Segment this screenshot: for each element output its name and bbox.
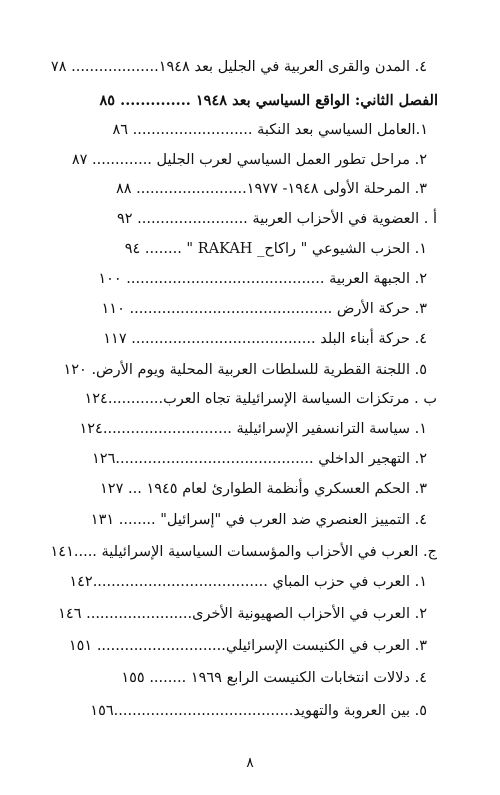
toc-entry	[34, 237, 427, 261]
toc-entry-text: ج. العرب في الأحزاب والمؤسسات السياسية الإسرائيلية .....١٤١	[50, 544, 437, 560]
toc-entry-text: ٢. العرب في الأحزاب الصهيونية الأخرى....................... ١٤٦	[58, 606, 427, 622]
toc-entry-text: ٣. الحكم العسكري وأنظمة الطوارئ لعام ١٩٤٥ ... ١٢٧	[100, 481, 427, 497]
toc-entry	[34, 327, 427, 351]
toc-entry-text: ٣. المرحلة الأولى ١٩٤٨- ١٩٧٧........................ ٨٨	[115, 181, 427, 197]
toc-entry-text: ٤. حركة أبناء البلد ........................................ ١١٧	[103, 331, 427, 347]
toc-entry	[34, 570, 427, 594]
toc-entry-text: ب . مرتكزات السياسة الإسرائيلية تجاه العرب............١٢٤	[84, 391, 437, 407]
toc-entry-text: أ . العضوية في الأحزاب العربية ........................ ٩٢	[116, 211, 437, 227]
toc-chapter-heading	[34, 89, 438, 113]
toc-entry-text: ٥. اللجنة القطرية للسلطات العربية المحلية ويوم الأرض. ١٢٠	[63, 362, 427, 378]
toc-entry	[34, 148, 427, 172]
toc-entry	[34, 540, 437, 564]
toc-entry-text: ٣. العرب في الكنيست الإسرائيلي............................ ١٥١	[68, 638, 427, 654]
toc-entry	[34, 118, 428, 142]
toc-entry-text: ٤. المدن والقرى العربية في الجليل بعد ١٩٤٨................... ٧٨	[50, 59, 427, 75]
toc-entry-text: ٣. حركة الأرض ............................................ ١١٠	[101, 301, 427, 317]
toc-entry	[34, 207, 437, 231]
toc-entry-text: ٤. التمييز العنصري ضد العرب في "إسرائيل" ........ ١٣١	[90, 512, 427, 528]
toc-entry	[34, 447, 427, 471]
toc-entry	[34, 666, 427, 690]
toc-entry-text: ٢. مراحل تطور العمل السياسي لعرب الجليل ............. ٨٧	[71, 152, 427, 168]
toc-entry-text: ١. الحزب الشيوعي " راكاح_ RAKAH " ........ ٩٤	[124, 241, 427, 257]
toc-entry-text: ١. العرب في حزب المباي ......................................١٤٢	[69, 574, 427, 590]
toc-entry-text: ١. سياسة الترانسفير الإسرائيلية ............................١٢٤	[79, 421, 427, 437]
toc-entry-text: ٢. الجبهة العربية ........................................... ١٠٠	[98, 271, 427, 287]
toc-entry-text: ١.العامل السياسي بعد النكبة .......................... ٨٦	[112, 122, 428, 138]
page-number: ٨	[246, 755, 254, 771]
toc-entry	[34, 297, 427, 321]
toc-entry	[34, 477, 427, 501]
toc-entry	[34, 267, 427, 291]
toc-entry	[34, 387, 437, 411]
toc-entry	[34, 358, 427, 382]
toc-entry	[34, 55, 427, 79]
toc-entry	[34, 177, 427, 201]
toc-entry	[34, 508, 427, 532]
toc-entry	[34, 634, 427, 658]
toc-entry	[34, 417, 427, 441]
toc-entry-text: الفصل الثاني: الواقع السياسي بعد ١٩٤٨ .............. ٨٥	[99, 92, 438, 109]
toc-entry	[34, 602, 427, 626]
toc-entry-text: ٤. دلالات انتخابات الكنيست الرابع ١٩٦٩ ........ ١٥٥	[121, 670, 427, 686]
toc-entry-text: ٢. التهجير الداخلي ...........................................١٢٦	[92, 451, 427, 467]
toc-entry	[34, 699, 427, 723]
toc-entry-text: ٥. بين العروبة والتهويد.......................................١٥٦	[90, 703, 427, 719]
